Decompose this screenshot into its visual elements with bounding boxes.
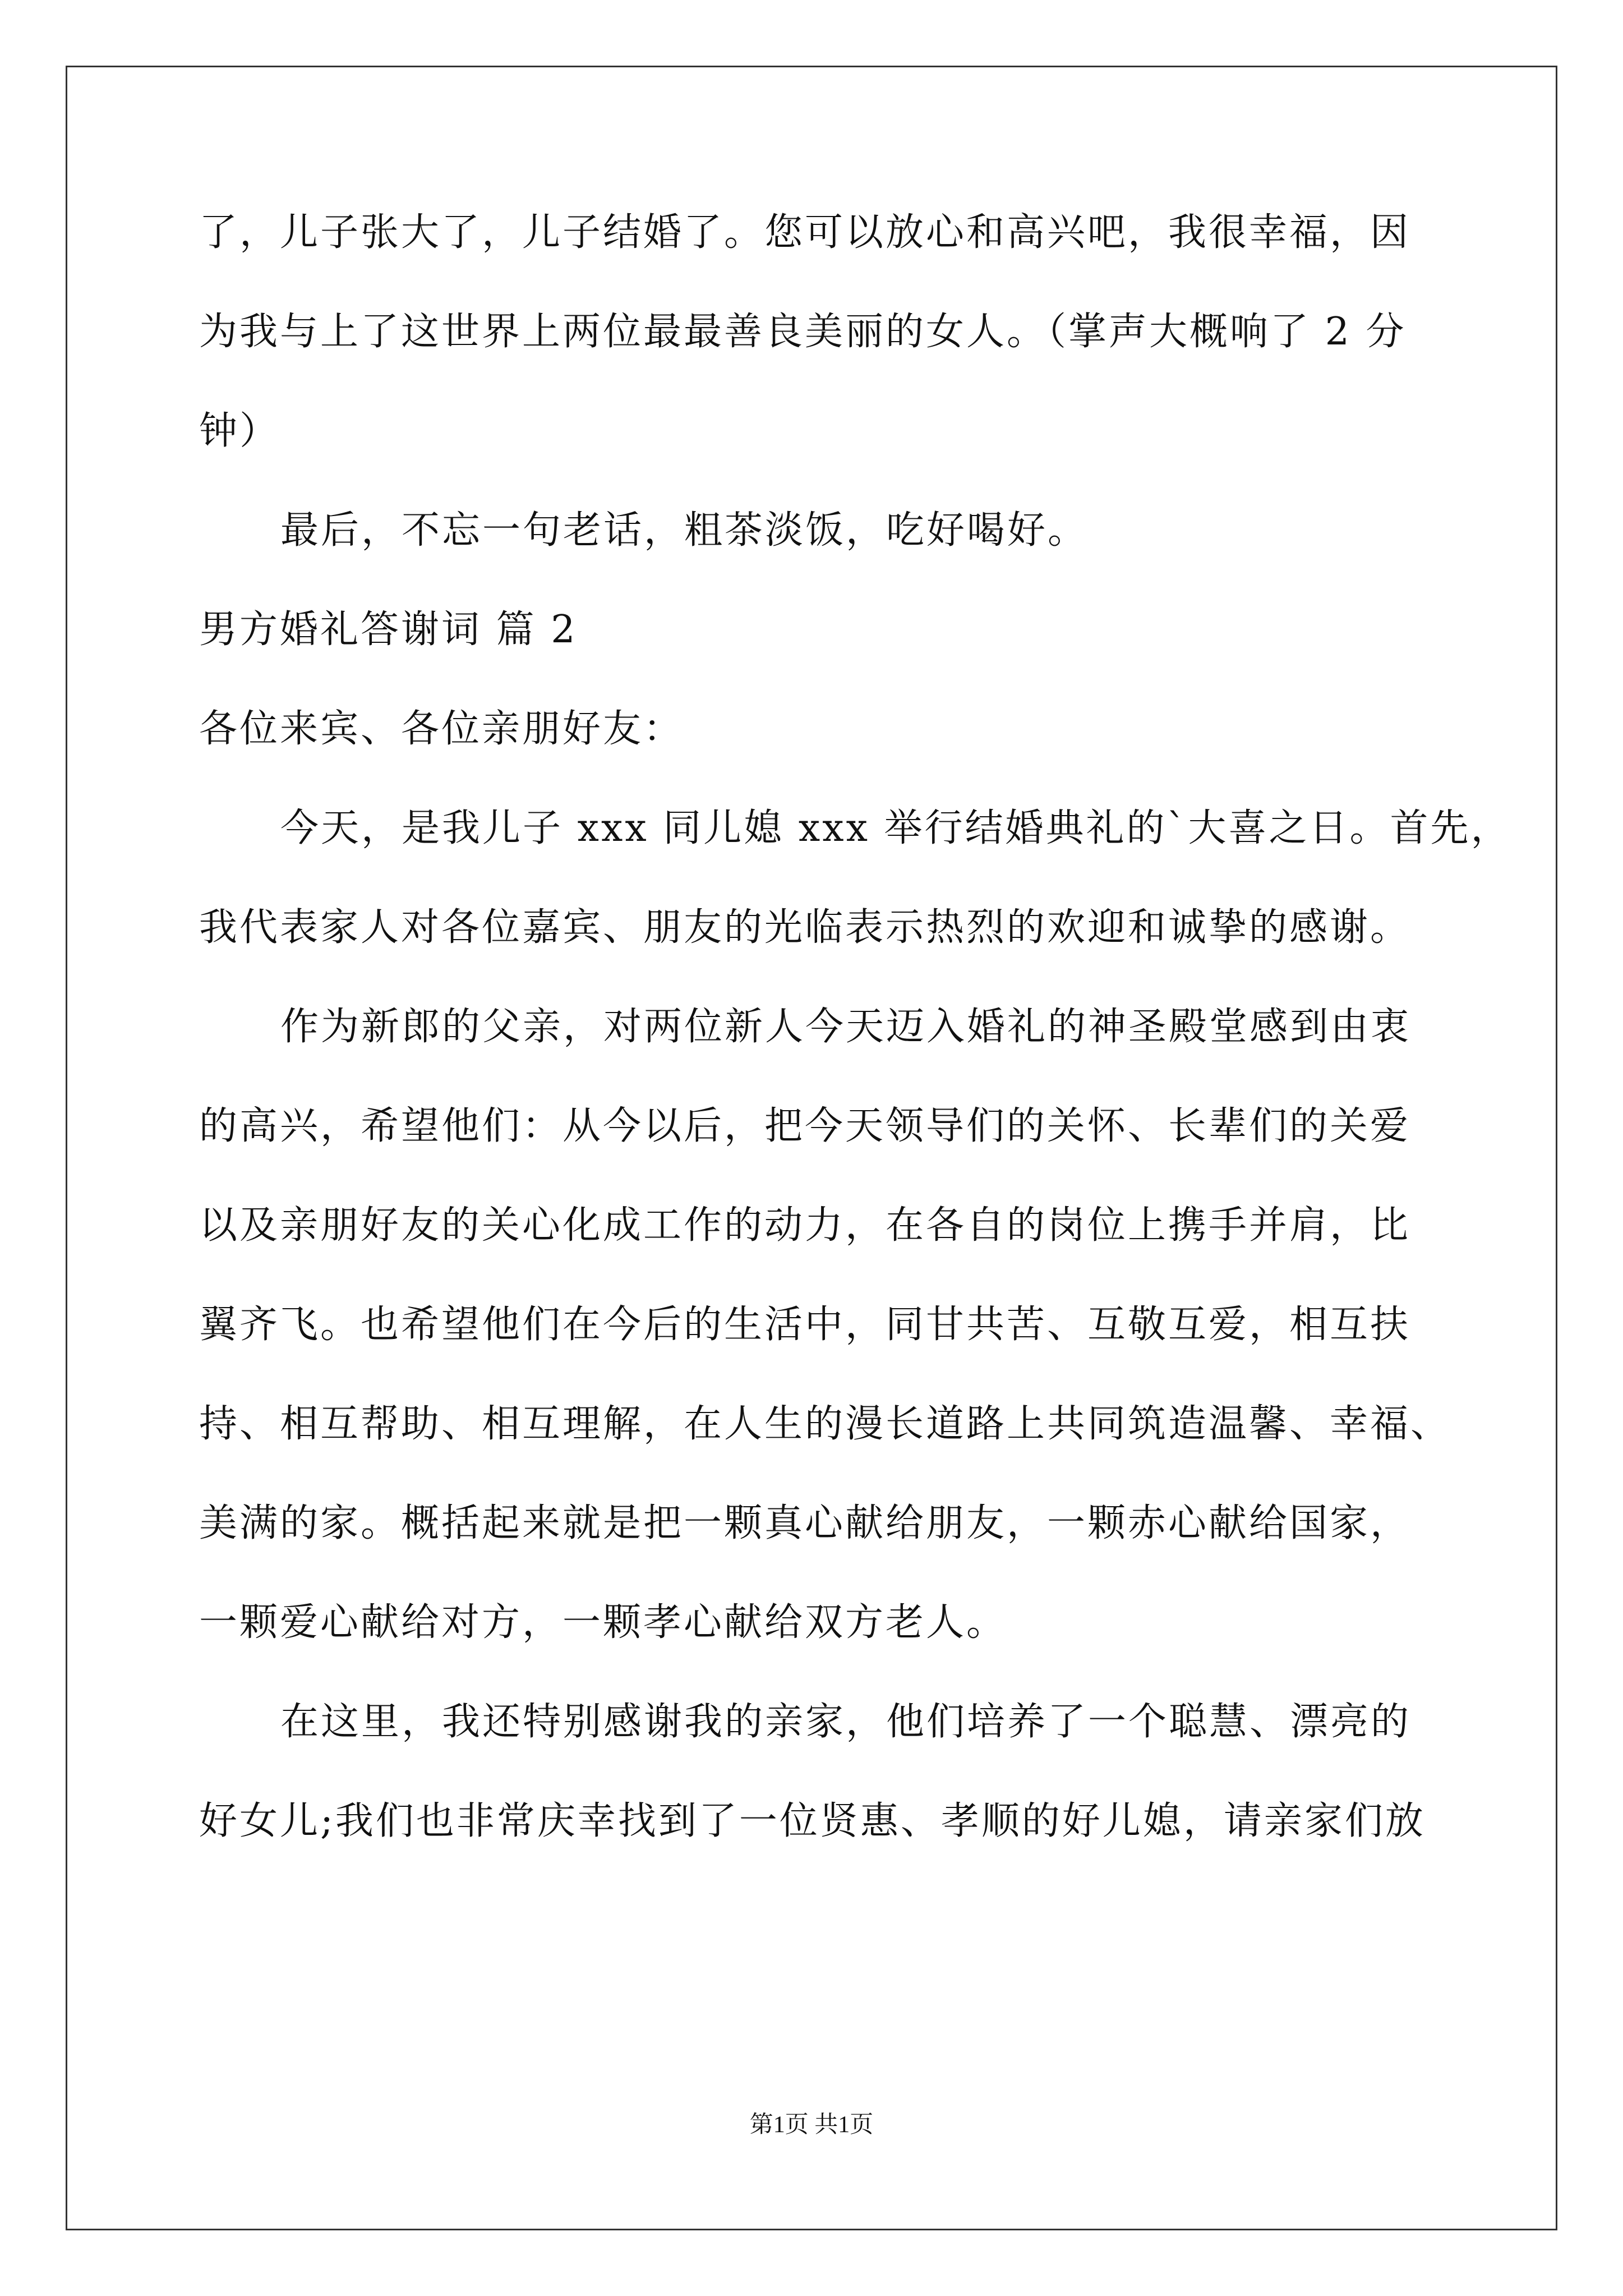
text-line: 持、相互帮助、相互理解，在人生的漫长道路上共同筑造温馨、幸福、 [199, 1402, 1451, 1446]
text-line: 我代表家人对各位嘉宾、朋友的光临表示热烈的欢迎和诚挚的感谢。 [199, 905, 1411, 950]
salutation: 各位来宾、各位亲朋好友： [199, 707, 684, 751]
text-line: 一颗爱心献给对方，一颗孝心献给双方老人。 [199, 1600, 1007, 1645]
text-line: 今天，是我儿子 xxx 同儿媳 xxx 举行结婚典礼的`大喜之日。首先， [280, 806, 1511, 850]
text-line: 美满的家。概括起来就是把一颗真心献给朋友，一颗赤心献给国家， [199, 1501, 1411, 1545]
page-number-footer: 第1页 共1页 [749, 2112, 874, 2138]
text-line: 了，儿子张大了，儿子结婚了。您可以放心和高兴吧，我很幸福，因 [199, 210, 1411, 255]
text-line: 以及亲朋好友的关心化成工作的动力，在各自的岗位上携手并肩，比 [199, 1203, 1411, 1248]
text-line: 作为新郎的父亲，对两位新人今天迈入婚礼的神圣殿堂感到由衷 [280, 1005, 1412, 1049]
text-line: 为我与上了这世界上两位最最善良美丽的女人。（掌声大概响了 2 分 [199, 310, 1407, 354]
text-line: 的高兴，希望他们：从今以后，把今天领导们的关怀、长辈们的关爱 [199, 1104, 1411, 1148]
section-heading: 男方婚礼答谢词 篇 2 [199, 608, 578, 652]
text-line: 在这里，我还特别感谢我的亲家，他们培养了一个聪慧、漂亮的 [280, 1700, 1412, 1744]
text-line: 翼齐飞。也希望他们在今后的生活中，同甘共苦、互敬互爱，相互扶 [199, 1303, 1411, 1347]
text-line: 钟） [199, 409, 280, 453]
text-line: 最后，不忘一句老话，粗茶淡饭，吃好喝好。 [280, 508, 1089, 553]
text-line: 好女儿;我们也非常庆幸找到了一位贤惠、孝顺的好儿媳，请亲家们放 [199, 1799, 1426, 1843]
